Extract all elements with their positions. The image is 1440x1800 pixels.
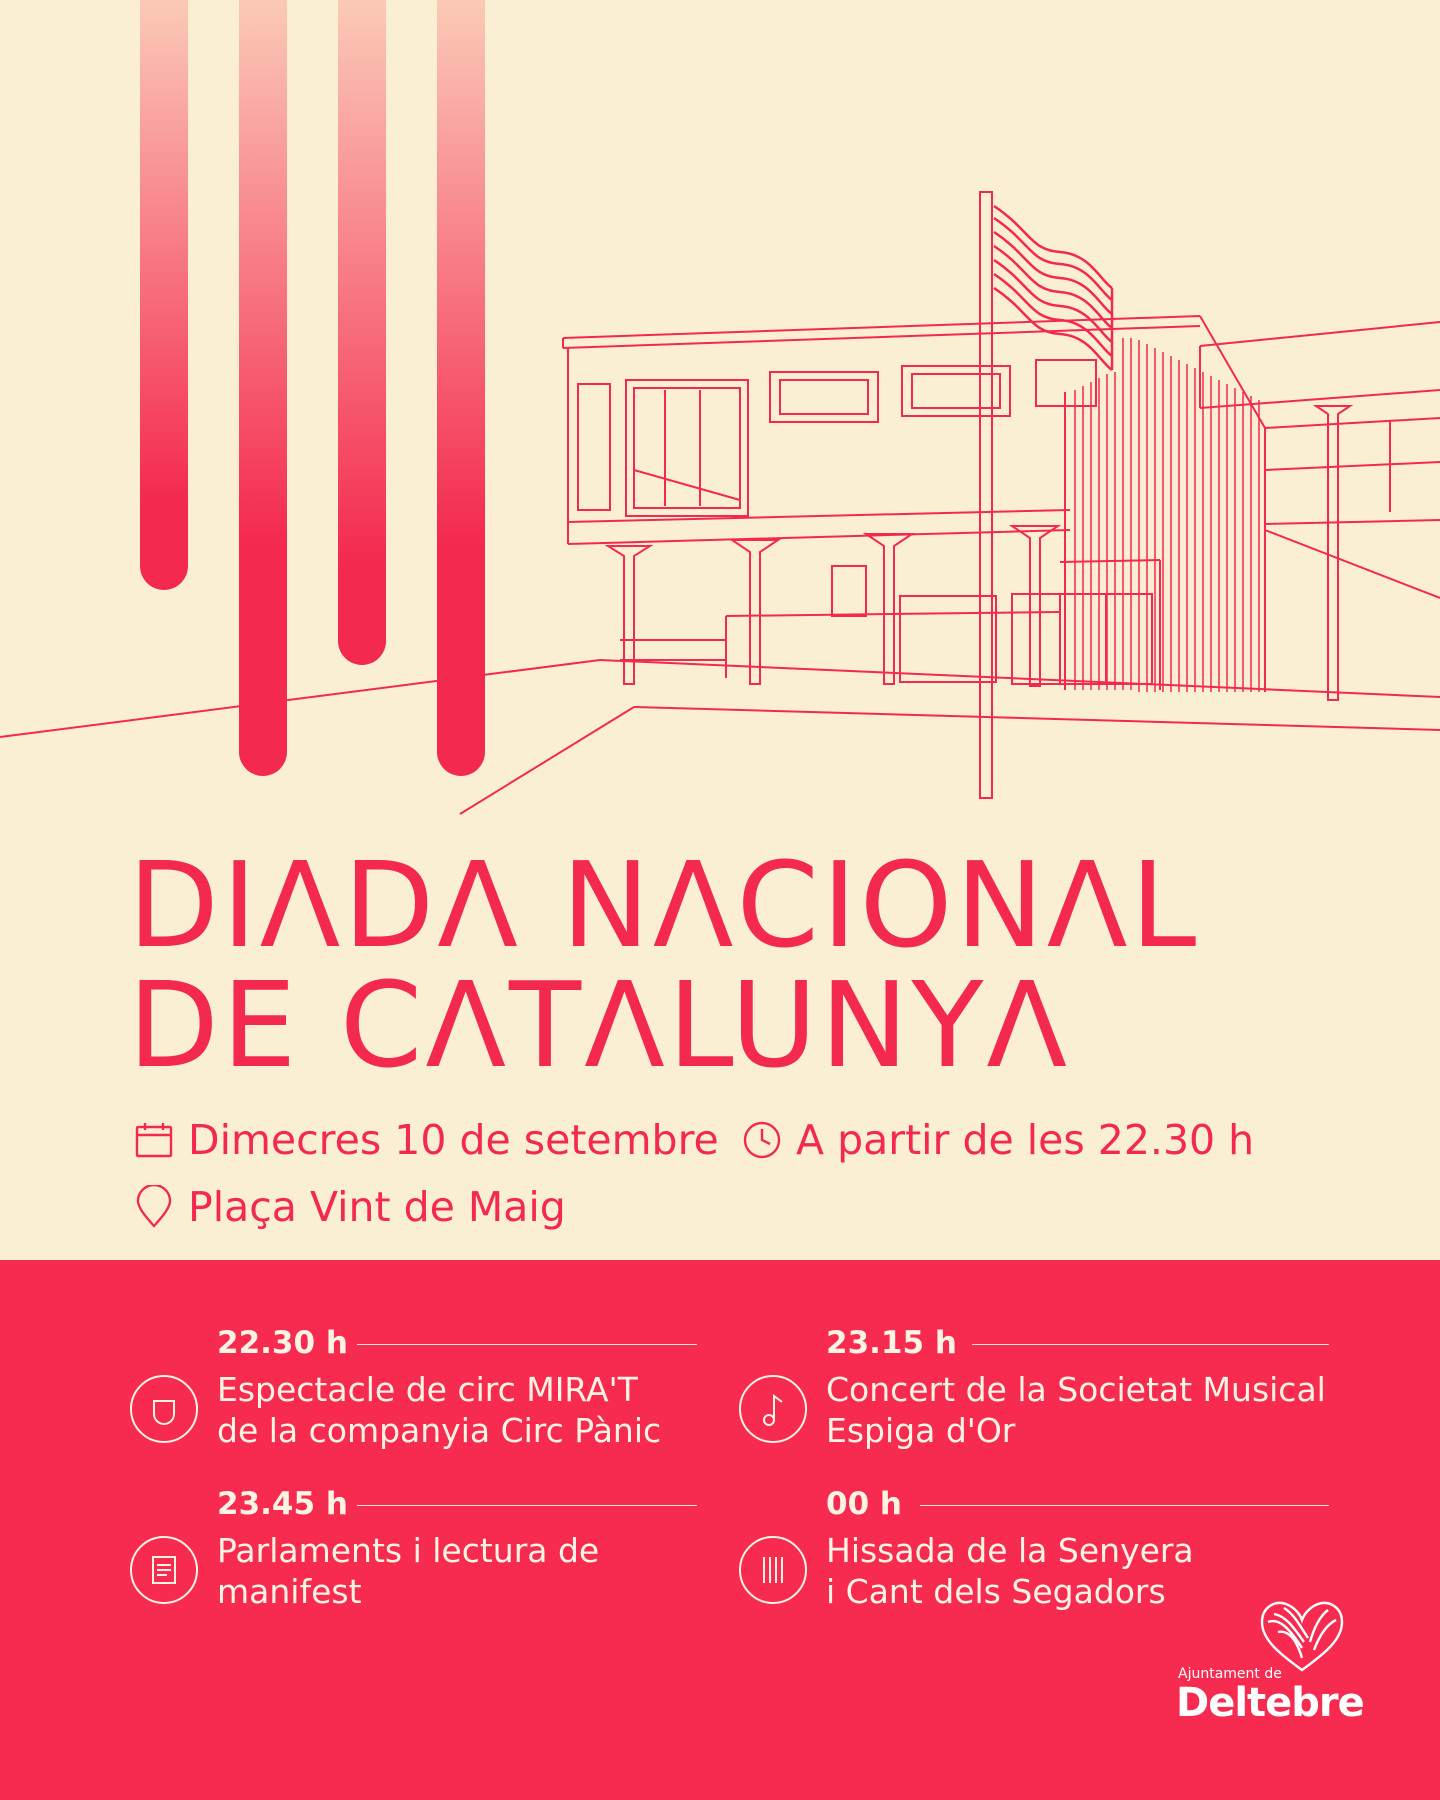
document-icon — [129, 1535, 199, 1605]
program-desc-line-2: i Cant dels Segadors — [826, 1572, 1166, 1611]
event-place-text: Plaça Vint de Maig — [188, 1183, 566, 1231]
program-desc-line-1: Parlaments i lectura de — [217, 1531, 600, 1570]
smile-face-icon — [129, 1374, 199, 1444]
clock-icon — [742, 1120, 782, 1160]
program-desc-line-1: Concert de la Societat Musical — [826, 1370, 1326, 1409]
logo-name: Deltebre — [1176, 1680, 1364, 1726]
program-desc-line-2: manifest — [217, 1572, 362, 1611]
event-date-text: Dimecres 10 de setembre — [188, 1116, 719, 1164]
divider — [972, 1344, 1329, 1345]
building-illustration — [0, 0, 1440, 840]
music-note-icon — [738, 1374, 808, 1444]
title-line-2: DE CΛTΛLUNYΛ — [128, 956, 1071, 1094]
program-desc — [826, 1369, 1326, 1451]
senyera-stripes-icon — [738, 1535, 808, 1605]
event-time-text: A partir de les 22.30 h — [796, 1116, 1255, 1164]
program-time: 00 h — [826, 1486, 903, 1522]
ajuntament-logo — [1170, 1598, 1364, 1728]
building-lines — [0, 192, 1440, 814]
program-desc — [217, 1530, 599, 1612]
title-line-1: DIΛDΛ NΛCIONΛL — [128, 836, 1200, 974]
divider — [357, 1344, 697, 1345]
divider — [920, 1505, 1329, 1506]
event-place — [134, 1183, 566, 1231]
event-time — [742, 1116, 1254, 1164]
divider — [357, 1505, 697, 1506]
program-desc-line-1: Hissada de la Senyera — [826, 1531, 1194, 1570]
location-pin-icon — [134, 1185, 174, 1229]
calendar-icon — [134, 1121, 174, 1159]
program-time: 23.45 h — [217, 1486, 348, 1522]
program-time: 22.30 h — [217, 1325, 348, 1361]
program-time: 23.15 h — [826, 1325, 957, 1361]
program-desc — [217, 1369, 661, 1451]
program-desc-line-2: Espiga d'Or — [826, 1411, 1016, 1450]
program-desc-line-1: Espectacle de circ MIRA'T — [217, 1370, 638, 1409]
logo-subtitle: Ajuntament de — [1178, 1666, 1282, 1682]
decorative-stripes — [140, 0, 485, 776]
heart-emblem-icon — [1258, 1598, 1346, 1674]
program-desc-line-2: de la companyia Circ Pànic — [217, 1411, 662, 1450]
event-date — [134, 1116, 719, 1164]
program-desc — [826, 1530, 1194, 1612]
